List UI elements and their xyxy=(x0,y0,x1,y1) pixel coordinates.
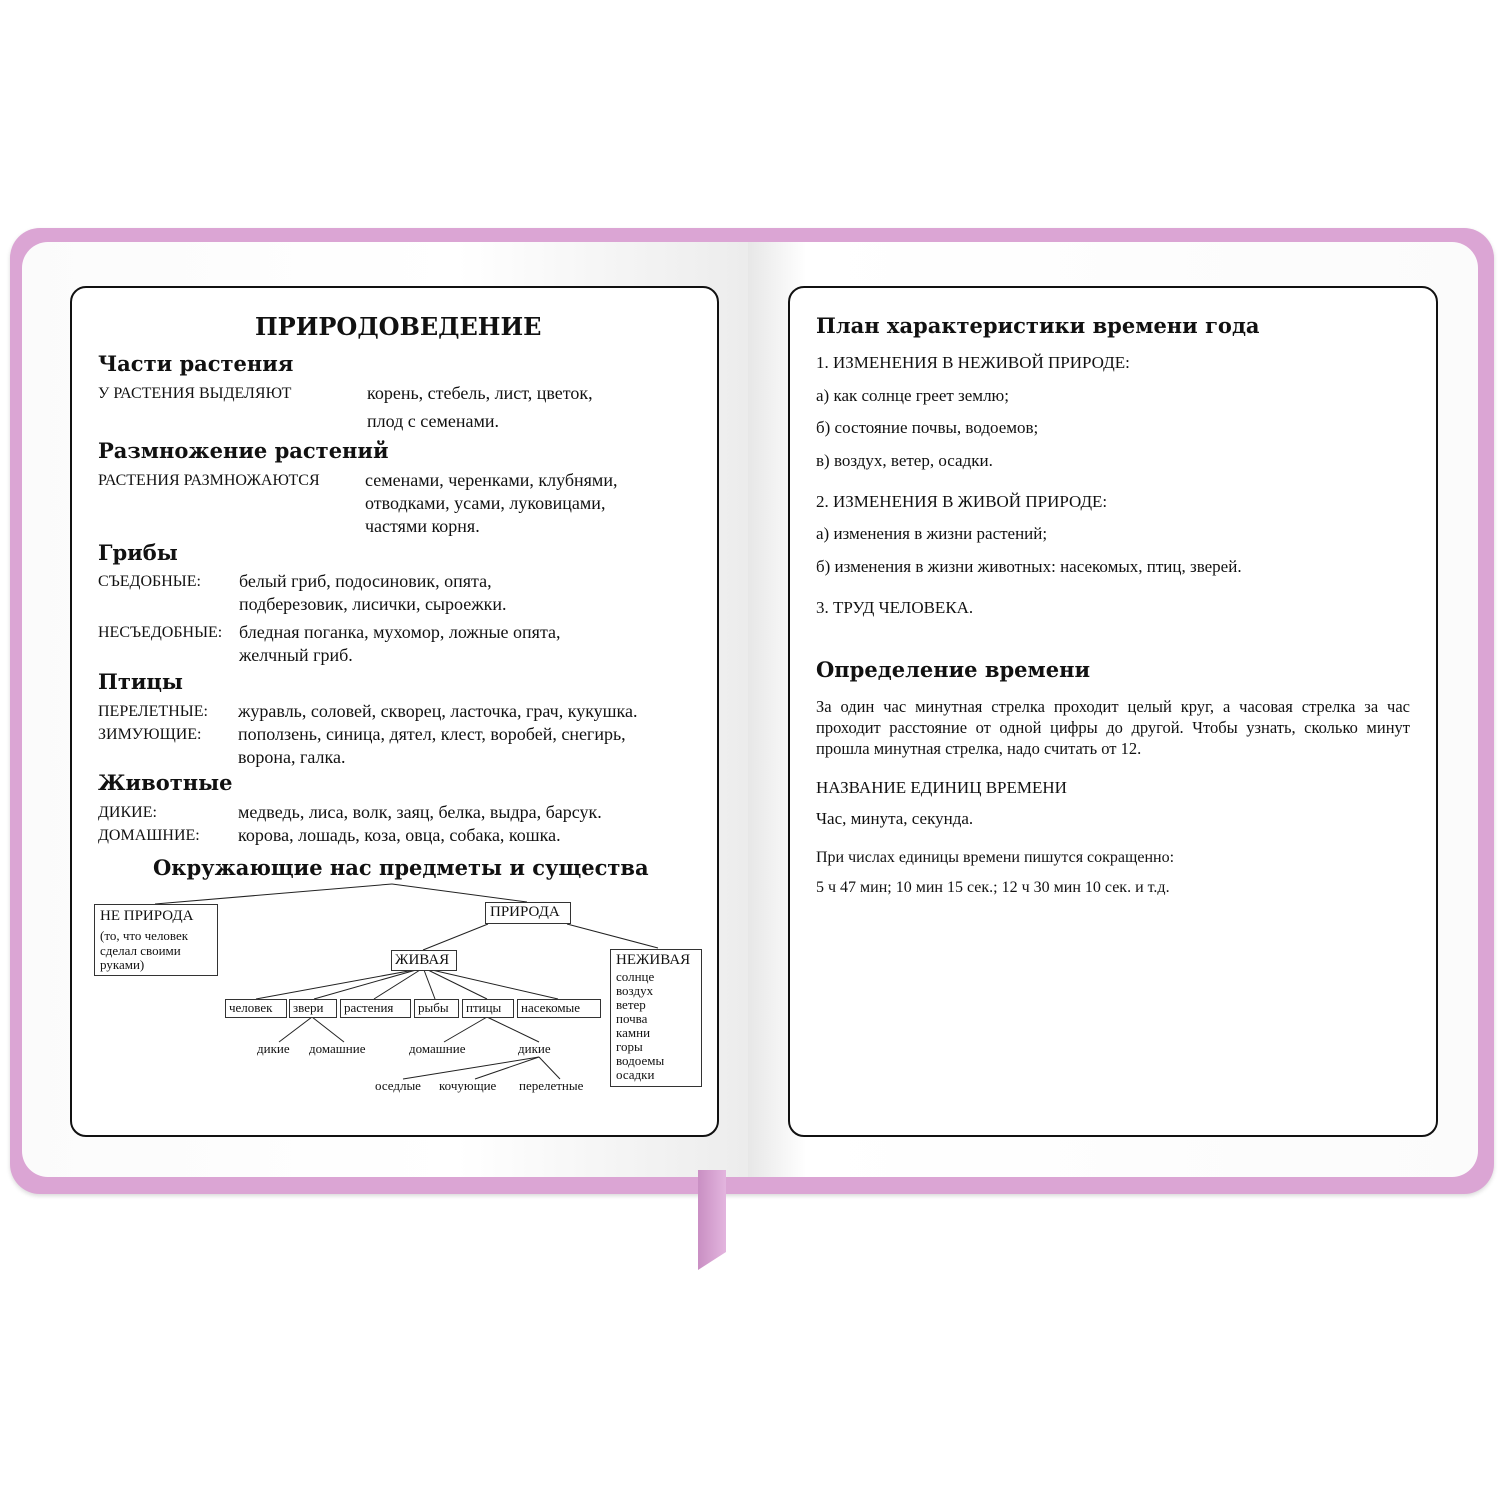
abbr-note: При числах единицы времени пишутся сокращенно: xyxy=(816,849,1175,866)
units-heading: НАЗВАНИЕ ЕДИНИЦ ВРЕМЕНИ xyxy=(816,778,1067,797)
birds-sub-label: дикие xyxy=(518,1041,551,1056)
edible-line-2: подберезовик, лисички, сыроежки. xyxy=(239,594,507,614)
mushrooms-heading: Грибы xyxy=(98,540,178,565)
season-section-3: 3. ТРУД ЧЕЛОВЕКА. xyxy=(816,598,974,617)
edible-line-1: белый гриб, подосиновик, опята, xyxy=(239,571,492,591)
living-item-box xyxy=(462,999,514,1018)
nonliving-label: НЕЖИВАЯ xyxy=(616,952,691,968)
season-section-1: 1. ИЗМЕНЕНИЯ В НЕЖИВОЙ ПРИРОДЕ: xyxy=(816,353,1130,372)
time-paragraph: За один час минутная стрелка проходит целый круг, а часовая стрелка за час проходит расстояние от одной цифры до другой. Чтобы узнать, сколько минут прошла минутная стрелка, надо считать от 12. xyxy=(816,697,1410,758)
nonliving-item: горы xyxy=(616,1039,643,1054)
inedible-line-2: желчный гриб. xyxy=(239,645,353,665)
nature-label: ПРИРОДА xyxy=(490,904,560,920)
inedible-label: НЕСЪЕДОБНЫЕ: xyxy=(98,624,223,641)
domestic-label: ДОМАШНИЕ: xyxy=(98,827,200,844)
living-item-label: растения xyxy=(344,1000,394,1015)
nonliving-item: водоемы xyxy=(616,1053,665,1068)
animals-heading: Животные xyxy=(98,770,233,795)
wintering-line-1: поползень, синица, дятел, клест, воробей, снегирь, xyxy=(238,724,626,744)
birds-sub-label: домашние xyxy=(409,1041,466,1056)
living-item-box xyxy=(414,999,459,1018)
wild-birds-sub-label: кочующие xyxy=(439,1078,497,1093)
season-item: а) как солнце греет землю; xyxy=(816,386,1009,405)
inedible-line-1: бледная поганка, мухомор, ложные опята, xyxy=(239,622,561,642)
migratory-label: ПЕРЕЛЕТНЫЕ: xyxy=(98,703,208,720)
nonliving-item: солнце xyxy=(616,969,655,984)
wintering-line-2: ворона, галка. xyxy=(238,747,346,767)
wild-text: медведь, лиса, волк, заяц, белка, выдра, барсук. xyxy=(238,802,602,822)
nonliving-box xyxy=(610,949,702,1087)
time-heading: Определение времени xyxy=(816,657,1091,682)
units-text: Час, минута, секунда. xyxy=(816,809,974,828)
birds-heading: Птицы xyxy=(98,669,183,694)
living-item-box xyxy=(289,999,337,1018)
living-item-label: насекомые xyxy=(521,1000,581,1015)
not-nature-note-1: (то, что человек xyxy=(100,928,189,943)
wild-birds-sub-label: перелетные xyxy=(519,1078,584,1093)
wintering-label: ЗИМУЮЩИЕ: xyxy=(98,726,202,743)
nonliving-item: ветер xyxy=(616,997,646,1012)
domestic-text: корова, лошадь, коза, овца, собака, кошка. xyxy=(238,825,561,845)
reproduction-line-2: отводками, усами, луковицами, xyxy=(365,493,606,513)
nonliving-item: камни xyxy=(616,1025,651,1040)
living-item-label: человек xyxy=(229,1000,273,1015)
page-title: ПРИРОДОВЕДЕНИЕ xyxy=(255,312,542,341)
living-item-label: звери xyxy=(293,1000,324,1015)
not-nature-label: НЕ ПРИРОДА xyxy=(100,908,194,924)
plants-line-2: плод с семенами. xyxy=(367,411,499,431)
not-nature-note-3: руками) xyxy=(100,957,145,972)
reproduction-line-3: частями корня. xyxy=(365,516,480,536)
season-item: б) изменения в жизни животных: насекомых, птиц, зверей. xyxy=(816,557,1242,576)
living-label: ЖИВАЯ xyxy=(395,952,450,968)
season-section-2: 2. ИЗМЕНЕНИЯ В ЖИВОЙ ПРИРОДЕ: xyxy=(816,492,1108,511)
reproduction-line-1: семенами, черенками, клубнями, xyxy=(365,470,618,490)
wild-label: ДИКИЕ: xyxy=(98,804,157,821)
plants-line-1: корень, стебель, лист, цветок, xyxy=(367,383,593,403)
season-item: б) состояние почвы, водоемов; xyxy=(816,418,1039,437)
wild-birds-sub-label: оседлые xyxy=(375,1078,421,1093)
plants-label: У РАСТЕНИЯ ВЫДЕЛЯЮТ xyxy=(98,385,292,402)
reproduction-label: РАСТЕНИЯ РАЗМНОЖАЮТСЯ xyxy=(98,472,320,489)
living-item-box xyxy=(225,999,287,1018)
living-item-box xyxy=(517,999,601,1018)
not-nature-note-2: сделал своими xyxy=(100,943,181,958)
season-item: а) изменения в жизни растений; xyxy=(816,524,1048,543)
time-example: 5 ч 47 мин; 10 мин 15 сек.; 12 ч 30 мин 10 сек. и т.д. xyxy=(816,879,1170,896)
season-item: в) воздух, ветер, осадки. xyxy=(816,451,993,470)
plants-heading: Части растения xyxy=(98,351,294,376)
not-nature-box xyxy=(94,904,218,976)
nature-box xyxy=(485,902,571,924)
beasts-sub-label: домашние xyxy=(309,1041,366,1056)
edible-label: СЪЕДОБНЫЕ: xyxy=(98,573,201,590)
nonliving-item: осадки xyxy=(616,1067,655,1082)
migratory-text: журавль, соловей, скворец, ласточка, грач, кукушка. xyxy=(238,701,638,721)
living-item-box xyxy=(340,999,411,1018)
beasts-sub-label: дикие xyxy=(257,1041,290,1056)
living-item-label: птицы xyxy=(466,1000,502,1015)
living-item-label: рыбы xyxy=(418,1000,449,1015)
diagram-heading: Окружающие нас предметы и существа xyxy=(153,855,649,880)
reproduction-heading: Размножение растений xyxy=(98,438,389,463)
season-plan-heading: План характеристики времени года xyxy=(816,313,1260,338)
nonliving-item: воздух xyxy=(616,983,654,998)
living-box xyxy=(391,950,457,971)
nonliving-item: почва xyxy=(616,1011,648,1026)
